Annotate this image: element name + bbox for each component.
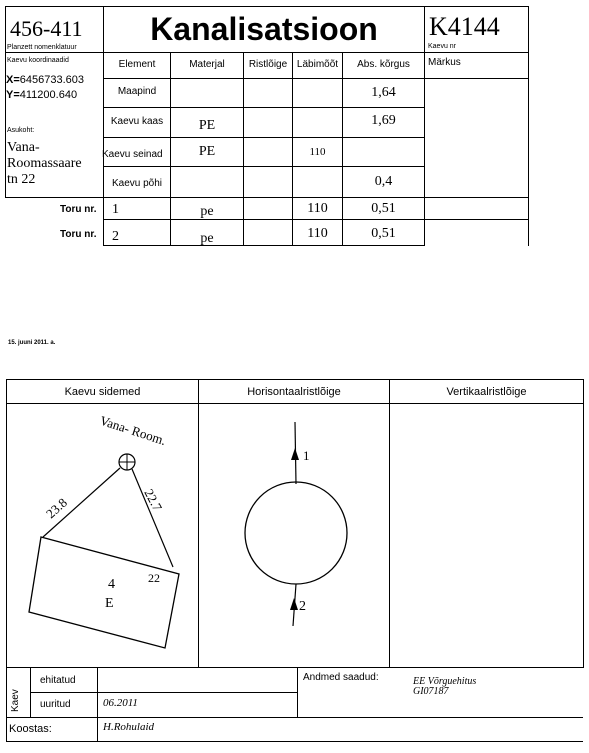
pipe-materjal: pe [200,231,214,246]
location-line-3: tn 22 [7,172,36,187]
date-text: 15. juuni 2011. a. [8,340,56,346]
location-line-1: Vana- [7,140,40,155]
row-abs: 1,64 [371,85,396,100]
location-line-2: Roomassaare [7,156,82,171]
pipe-nr: 1 [112,202,119,217]
andmed-line-2: GI07187 [413,686,449,697]
row-abs: 1,69 [371,113,396,128]
header-element: Element [118,59,156,70]
row-element: Kaevu kaas [110,116,164,127]
pipe-1-label: 1 [303,448,310,463]
house-mark-2: E [105,596,114,611]
section-title-horisontaal: Horisontaalristlõige [247,386,341,398]
kaevu-nr-label: Kaevu nr [428,43,457,50]
horisontaal-sketch [199,404,389,667]
header-markus: Märkus [428,57,461,68]
y-coordinate [6,89,77,101]
x-value: 6456733.603 [19,74,84,86]
planzett-label: Planzett nomenklatuur [7,44,77,51]
section-title-vertikaal: Vertikaalristlõige [446,386,527,398]
pipe-label: Toru nr. [60,229,97,240]
row-materjal: PE [198,144,216,159]
kaevu-sidemed-sketch [7,404,198,667]
location-value [7,140,82,188]
kaevu-nr-value: K4144 [429,12,500,41]
page-title: Kanalisatsioon [150,11,378,47]
koostas-value: H.Rohulaid [103,721,155,733]
header-labimoot: Läbimõõt [296,59,339,70]
row-element: Kaevu seinad [102,149,163,160]
header-abs-korgus: Abs. kõrgus [357,59,410,70]
andmed-line-1: EE Võrguehitus [413,676,477,687]
distance-left: 23.8 [42,494,70,522]
pipe-label: Toru nr. [60,204,97,215]
uuritud-label: uuritud [40,699,71,710]
manhole-symbol [119,454,135,470]
row-element: Kaevu põhi [111,178,163,189]
pipe-1-arrow-icon [291,448,299,460]
uuritud-value: 06.2011 [103,697,138,709]
koostas-label: Koostas: [9,723,52,735]
pipe-2-arrow-icon [290,598,298,610]
location-label: Asukoht: [7,127,35,134]
pipe-abs: 0,51 [371,226,396,241]
pipe-materjal: pe [200,204,214,219]
ehitatud-label: ehitatud [40,675,76,686]
planzett-value: 456-411 [10,16,83,41]
row-abs: 0,4 [374,174,393,189]
andmed-label: Andmed saadud: [303,672,379,683]
header-materjal: Materjal [189,59,225,70]
y-label: Y= [6,89,20,101]
row-labimoot: 110 [309,146,326,158]
distance-line-right [132,469,173,567]
y-value: 411200.640 [19,89,78,101]
x-label: X= [6,74,20,86]
row-element: Maapind [117,86,157,97]
coords-label: Kaevu koordinaadid [7,57,69,64]
distance-right: 22.7 [141,486,166,514]
pipe-labimoot: 110 [307,226,328,241]
header-ristloige: Ristlõige [248,59,288,70]
house-mark: 4 [108,577,115,592]
pipe-abs: 0,51 [371,201,396,216]
house-number: 22 [148,571,160,585]
manhole-circle [245,482,347,584]
pipe-2-label: 2 [299,599,306,614]
kaev-label: Kaev [10,689,21,712]
section-title-kaevu-sidemed: Kaevu sidemed [64,386,141,398]
street-label: Vana- Room. [98,412,168,449]
house-outline [29,537,179,648]
row-materjal: PE [198,118,216,133]
pipe-labimoot: 110 [307,201,328,216]
x-coordinate [6,74,84,86]
pipe-nr: 2 [112,229,119,244]
